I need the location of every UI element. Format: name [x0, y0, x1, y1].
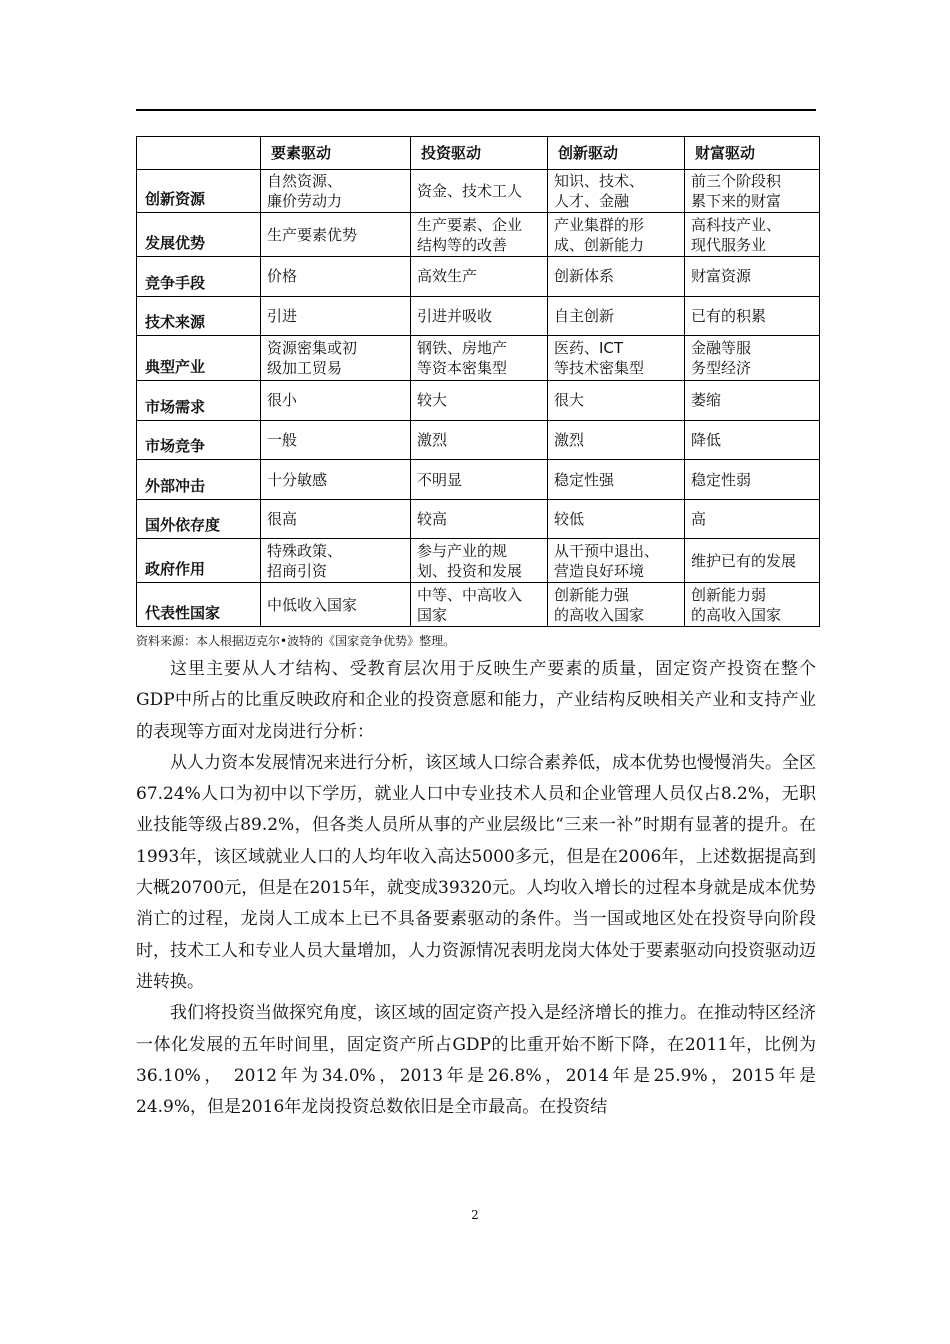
header-cell: 投资驱动 — [411, 137, 548, 170]
table-cell: 资金、技术工人 — [411, 169, 548, 213]
page-number: 2 — [471, 1208, 479, 1222]
table-cell: 中等、中高收入 国家 — [411, 583, 548, 627]
table-cell: 生产要素、企业 结构等的改善 — [411, 213, 548, 257]
table-row — [137, 583, 820, 627]
table-cell: 维护已有的发展 — [685, 539, 820, 583]
row-label: 代表性国家 — [137, 583, 261, 627]
table-cell: 很高 — [261, 499, 411, 539]
table-cell: 产业集群的形 成、创新能力 — [548, 213, 685, 257]
table-row — [137, 296, 820, 336]
table-cell: 不明显 — [411, 460, 548, 500]
table-cell: 激烈 — [411, 420, 548, 460]
table-row — [137, 380, 820, 420]
table-cell: 较大 — [411, 380, 548, 420]
table-cell: 参与产业的规 划、投资和发展 — [411, 539, 548, 583]
paragraph: 我们将投资当做探究角度，该区域的固定资产投入是经济增长的推力。在推动特区经济一体化发展的五年时间里，固定资产所占GDP的比重开始不断下降，在2011年，比例为36.10%， 2012年为34.0%，2013年是26.8%，2014年是25.9%，2015年是24.9%，但是2016年龙岗投资总数依旧是全市最高。在投资结 — [136, 1003, 816, 1118]
table-cell: 价格 — [261, 256, 411, 296]
table-row — [137, 539, 820, 583]
table-cell: 前三个阶段积 累下来的财富 — [685, 169, 820, 213]
table-cell: 创新体系 — [548, 256, 685, 296]
table-cell: 特殊政策、 招商引资 — [261, 539, 411, 583]
driver-comparison-table — [136, 136, 820, 627]
table-row — [137, 420, 820, 460]
table-cell: 知识、技术、 人才、金融 — [548, 169, 685, 213]
table-cell: 资源密集或初 级加工贸易 — [261, 336, 411, 381]
table-cell: 自然资源、 廉价劳动力 — [261, 169, 411, 213]
table-header-row — [137, 137, 820, 170]
paragraph: 从人力资本发展情况来进行分析，该区域人口综合素养低，成本优势也慢慢消失。全区67.24%人口为初中以下学历，就业人口中专业技术人员和企业管理人员仅占8.2%，无职业技能等级占89.2%，但各类人员所从事的产业层级比“三来一补”时期有显著的提升。在1993年，该区域就业人口的人均年收入高达5000多元，但是在2006年，上述数据提高到大概20700元，但是在2015年，就变成39320元。人均收入增长的过程本身就是成本优势消亡的过程，龙岗人工成本上已不具备要素驱动的条件。当一国或地区处在投资导向阶段时，技术工人和专业人员大量增加，人力资源情况表明龙岗大体处于要素驱动向投资驱动迈进转换。 — [136, 752, 816, 992]
table-row — [137, 460, 820, 500]
row-label: 市场竞争 — [137, 420, 261, 460]
table-cell: 医药、ICT 等技术密集型 — [548, 336, 685, 381]
row-label: 典型产业 — [137, 336, 261, 381]
table-cell: 稳定性弱 — [685, 460, 820, 500]
table-cell: 较高 — [411, 499, 548, 539]
header-rule — [136, 109, 816, 111]
row-label: 外部冲击 — [137, 460, 261, 500]
table-cell: 很大 — [548, 380, 685, 420]
table-cell: 降低 — [685, 420, 820, 460]
row-label: 技术来源 — [137, 296, 261, 336]
table-cell: 较低 — [548, 499, 685, 539]
row-label: 国外依存度 — [137, 499, 261, 539]
table-cell: 从干预中退出、 营造良好环境 — [548, 539, 685, 583]
table-row — [137, 336, 820, 381]
table-cell: 创新能力强 的高收入国家 — [548, 583, 685, 627]
table-cell: 中低收入国家 — [261, 583, 411, 627]
header-cell: 要素驱动 — [261, 137, 411, 170]
header-cell — [137, 137, 261, 170]
row-label: 政府作用 — [137, 539, 261, 583]
table-cell: 一般 — [261, 420, 411, 460]
table-cell: 创新能力弱 的高收入国家 — [685, 583, 820, 627]
table-cell: 很小 — [261, 380, 411, 420]
table-row — [137, 256, 820, 296]
row-label: 市场需求 — [137, 380, 261, 420]
table-cell: 高科技产业、 现代服务业 — [685, 213, 820, 257]
table-row — [137, 213, 820, 257]
table-cell: 引进 — [261, 296, 411, 336]
source-note: 资料来源：本人根据迈克尔•波特的《国家竞争优势》整理。 — [136, 634, 456, 648]
header-cell: 创新驱动 — [548, 137, 685, 170]
row-label: 发展优势 — [137, 213, 261, 257]
table-cell: 高 — [685, 499, 820, 539]
table-cell: 十分敏感 — [261, 460, 411, 500]
table-cell: 已有的积累 — [685, 296, 820, 336]
table-cell: 财富资源 — [685, 256, 820, 296]
table-cell: 激烈 — [548, 420, 685, 460]
table-cell: 自主创新 — [548, 296, 685, 336]
body-text — [136, 654, 816, 1123]
row-label: 竞争手段 — [137, 256, 261, 296]
table-cell: 金融等服 务型经济 — [685, 336, 820, 381]
table-cell: 稳定性强 — [548, 460, 685, 500]
table-cell: 萎缩 — [685, 380, 820, 420]
table-cell: 钢铁、房地产 等资本密集型 — [411, 336, 548, 381]
header-cell: 财富驱动 — [685, 137, 820, 170]
table-cell: 高效生产 — [411, 256, 548, 296]
table-row — [137, 499, 820, 539]
table-cell: 引进并吸收 — [411, 296, 548, 336]
row-label: 创新资源 — [137, 169, 261, 213]
paragraph: 这里主要从人才结构、受教育层次用于反映生产要素的质量，固定资产投资在整个GDP中所占的比重反映政府和企业的投资意愿和能力，产业结构反映相关产业和支持产业的表现等方面对龙岗进行分析： — [136, 659, 816, 742]
table-row — [137, 169, 820, 213]
table-cell: 生产要素优势 — [261, 213, 411, 257]
